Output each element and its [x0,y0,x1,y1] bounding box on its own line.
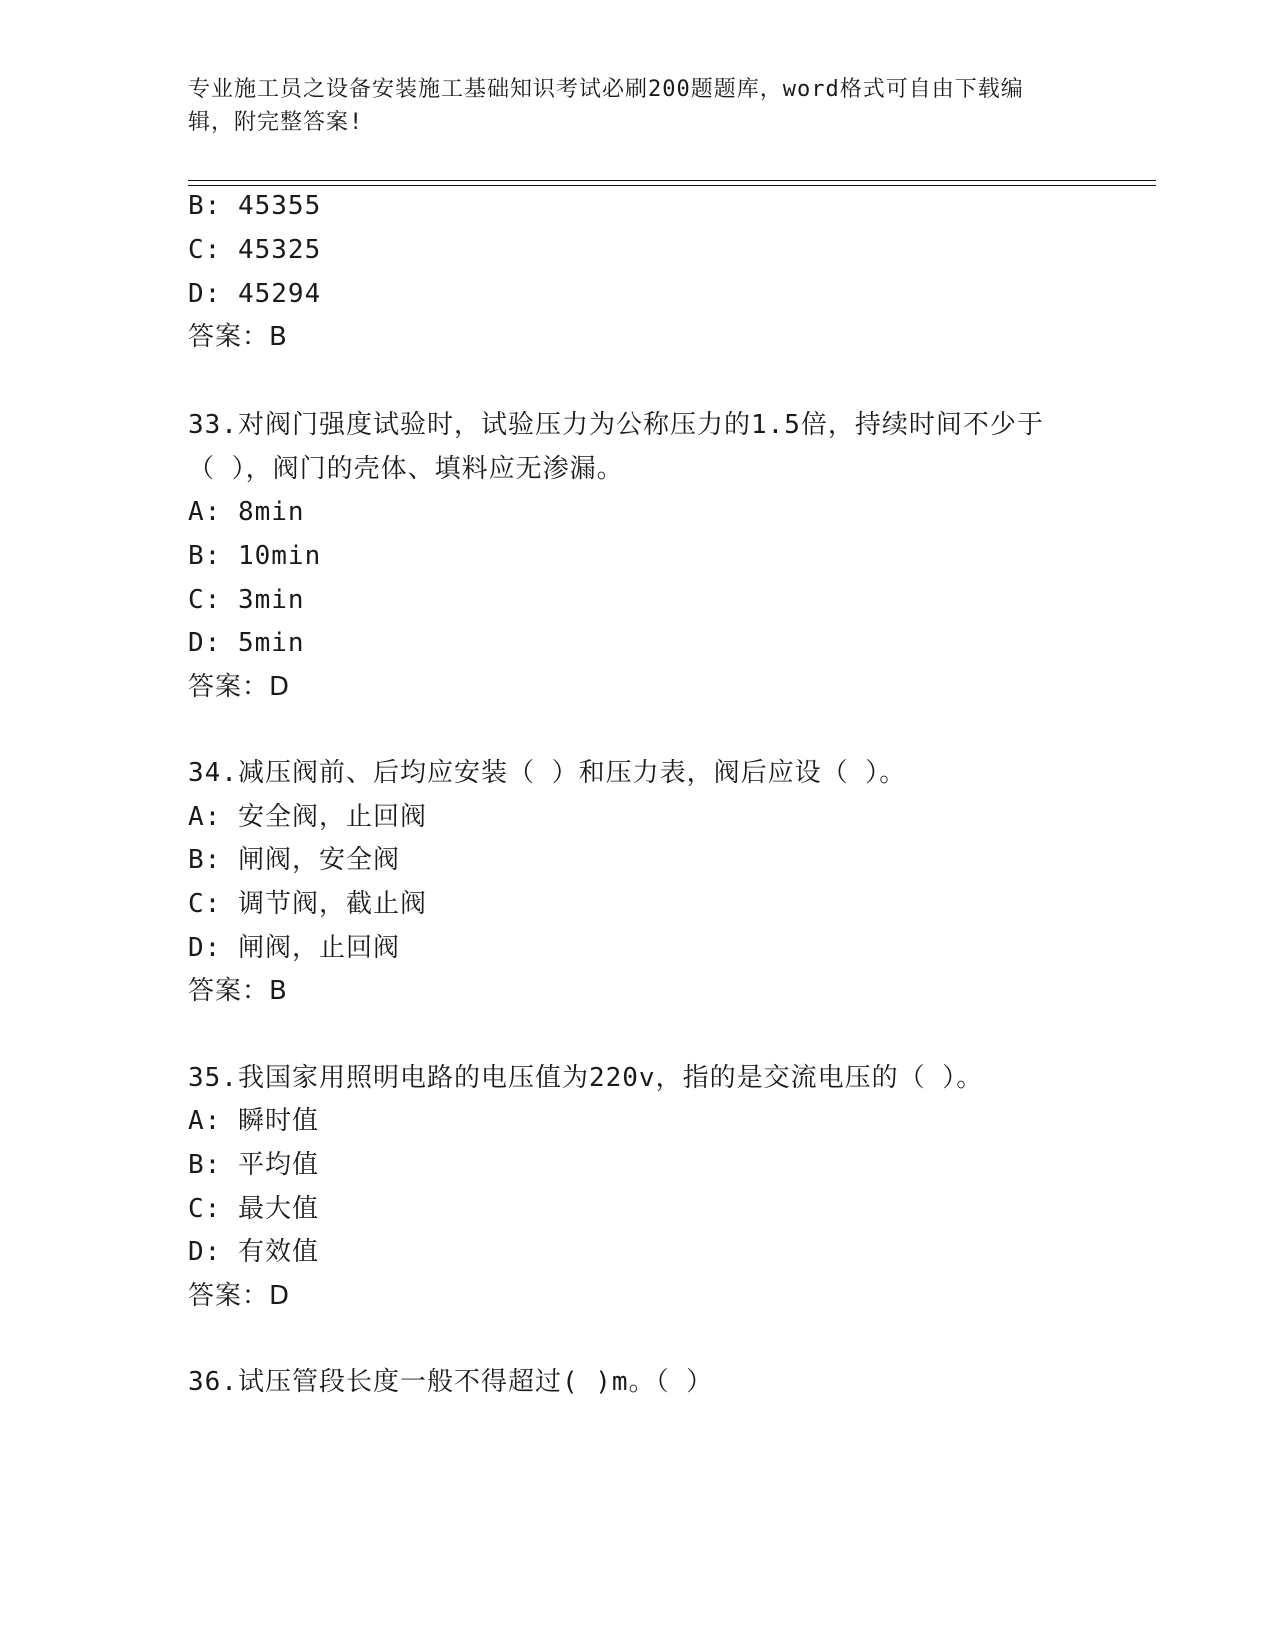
q35-option-d: D: 有效值 [188,1237,319,1267]
q32-answer: 答案：B [188,322,288,352]
q34-question: 34.减压阀前、后均应安装（ ）和压力表，阀后应设（ ）。 [188,758,907,788]
q34-answer: 答案：B [188,976,288,1006]
q34-option-c: C: 调节阀，截止阀 [188,889,427,919]
q35-option-c: C: 最大值 [188,1194,319,1224]
q35-option-b: B: 平均值 [188,1150,319,1180]
q34-option-a: A: 安全阀，止回阀 [188,802,427,832]
q33-option-a: A: 8min [188,497,305,527]
q33-question: 33.对阀门强度试验时，试验压力为公称压力的1.5倍，持续时间不少于（ ），阀门的壳体、填料应无渗漏。 [188,410,1044,484]
q33-option-b: B: 10min [188,541,322,571]
q32-option-c: C: 45325 [188,235,322,265]
q33-option-c: C: 3min [188,585,305,615]
q33-answer: 答案：D [188,672,291,702]
header-divider-bottom [188,185,1156,186]
q34-option-b: B: 闸阀，安全阀 [188,845,400,875]
q35-question: 35.我国家用照明电路的电压值为220v，指的是交流电压的（ ）。 [188,1063,984,1093]
header-divider-top [188,180,1156,181]
q35-answer: 答案：D [188,1281,291,1311]
q33-option-d: D: 5min [188,628,305,658]
q36-question: 36.试压管段长度一般不得超过( )m。（ ） [188,1367,714,1397]
q35-option-a: A: 瞬时值 [188,1106,319,1136]
q32-option-b: B: 45355 [188,191,322,221]
q32-option-d: D: 45294 [188,279,322,309]
q34-option-d: D: 闸阀，止回阀 [188,933,400,963]
page-header-title: 专业施工员之设备安装施工基础知识考试必刷200题题库，word格式可自由下载编辑，附完整答案! [188,77,1024,135]
